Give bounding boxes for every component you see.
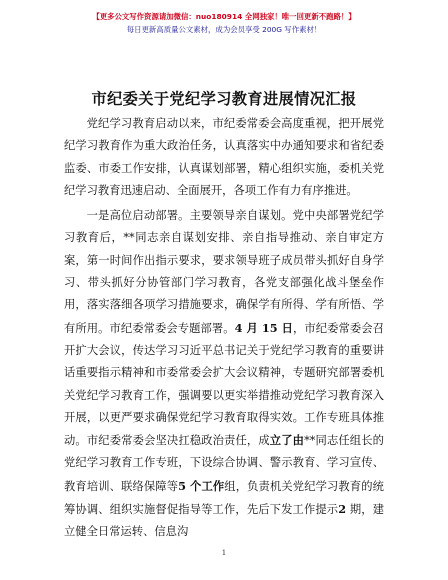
- notice-count: 2: [338, 502, 347, 517]
- paragraph-text: **同志任组长的党纪学习教育工作专班，下设综合协调、警示教育、学习宣传、教育培训、联络保障等: [64, 434, 384, 493]
- paragraph-intro: 党纪学习教育启动以来，市纪委常委会高度重视，把开展党纪学习教育作为重大政治任务，认真落实中办通知要求和省纪委监委、市委工作安排，认真谋划部署，精心组织实施，委机关党纪学习教育迅速启动、全面展开，各项工作有力有序推进。: [64, 117, 384, 197]
- page-number: 1: [221, 549, 227, 557]
- paragraph-deployment: [64, 205, 384, 543]
- paragraph-emphasis: 立了由: [269, 433, 305, 448]
- document-title: 市纪委关于党纪学习教育进展情况汇报: [91, 90, 357, 108]
- promo-line-membership: 每日更新高质量公文素材，成为会员享受 200G 写作素材！: [126, 25, 322, 34]
- paragraph-text: ，市纪委常委会召开扩大会议，传达学习习近平总书记关于党纪学习教育的重要讲话重要指示精神和市委常委会扩大会议精神，专题研究部署委机关党纪学习教育工作，强调要以更实举措推动党纪学习教育深入开展，以更严要求确保党纪学习教育取得实效。工作专班具体推动。市纪委常委会坚决扛稳政治责任，成: [64, 321, 384, 448]
- paragraph-text: 组，负责机关党纪学习教育的统筹协调、组织实施督促指导等工作，先后下发工作提示: [64, 479, 384, 517]
- promo-line-wechat: 【更多公文写作资源请加微信：nuo180914 全网独家！唯一回更新不跑路！】: [92, 12, 356, 21]
- paragraph-text: 期，建立健全日常运转、信息沟: [64, 503, 384, 539]
- meeting-date: 4 月 15 日: [234, 320, 294, 335]
- paragraph-text: 一是高位启动部署。主要领导亲自谋划。党中央部署党纪学习教育后，**同志亲自谋划安排、亲自指导推动、亲自审定方案，第一时间作出指示要求，要求领导班子成员带头抓好自身学习、带头抓好分协管部门学习教育，各党支部强化战斗堡垒作用，落实落细各项学习措施要求，确保学有所得、学有所悟、学有所用。市纪委常委会专题部署。: [64, 209, 384, 335]
- promo-header: [0, 10, 448, 36]
- working-group-count: 5 个工作: [178, 478, 225, 493]
- document-body: [64, 113, 384, 544]
